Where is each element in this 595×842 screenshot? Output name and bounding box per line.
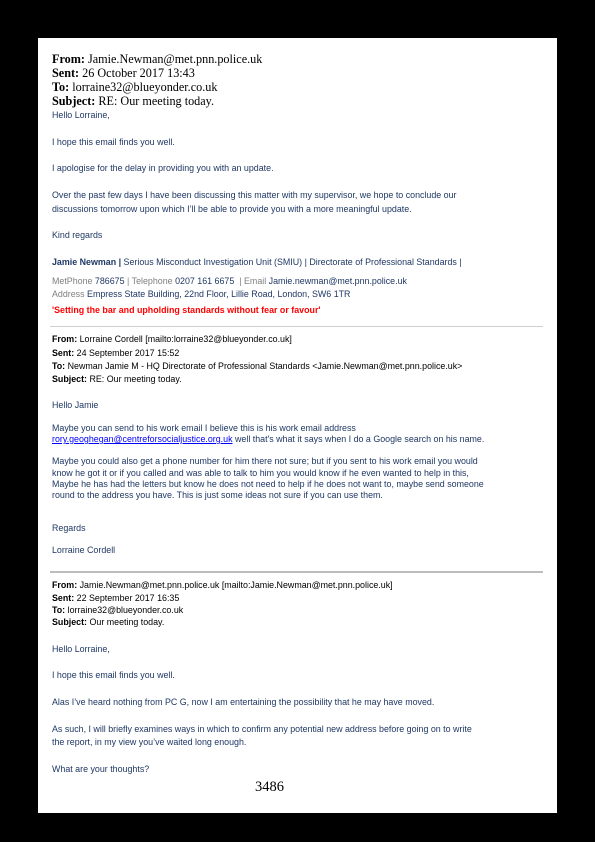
to-value: Newman Jamie M - HQ Directorate of Professional Standards <Jamie.Newman@met.pnn.police.uk>	[65, 361, 463, 371]
subject-label: Subject:	[52, 374, 88, 384]
email2-from-line	[52, 334, 292, 344]
to-value: lorraine32@blueyonder.co.uk	[65, 605, 184, 615]
email2-sent-line	[52, 348, 179, 358]
email2-name: Lorraine Cordell	[52, 545, 116, 555]
email1-para-2: I apologise for the delay in providing you with an update.	[52, 163, 274, 173]
email1-subject-line	[52, 94, 214, 109]
email1-para-3-line-2: discussions tomorrow upon which I’ll be able to provide you with a more meaningful update.	[52, 204, 412, 214]
from-value: Jamie.Newman@met.pnn.police.uk [mailto:Jamie.Newman@met.pnn.police.uk]	[77, 580, 393, 590]
email1-para-3-line-1: Over the past few days I have been discussing this matter with my supervisor, we hope to conclude our	[52, 190, 457, 200]
email3-subject-line	[52, 617, 164, 627]
email3-to-line	[52, 605, 183, 615]
email2-to-line	[52, 361, 462, 371]
from-value: Jamie.Newman@met.pnn.police.uk	[88, 52, 263, 66]
metphone-value: 786675	[92, 276, 125, 286]
email1-signoff: Kind regards	[52, 230, 103, 240]
email3-para-1: I hope this email finds you well.	[52, 670, 175, 680]
sent-label: Sent:	[52, 66, 80, 80]
email-value: Jamie.newman@met.pnn.police.uk	[266, 276, 407, 286]
subject-label: Subject:	[52, 94, 96, 108]
email2-para-2-line-3: Maybe he has had the letters but know he does not need to help if he does not want to, maybe send someone	[52, 479, 484, 489]
from-label: From:	[52, 580, 78, 590]
divider	[50, 326, 543, 327]
signature-address-line	[52, 289, 350, 299]
email3-para-2: Alas I’ve heard nothing from PC G, now I am entertaining the possibility that he may have moved.	[52, 697, 435, 707]
email3-para-4: What are your thoughts?	[52, 764, 150, 774]
email1-from-line	[52, 52, 262, 67]
address-label: Address	[52, 289, 85, 299]
email3-para-3-line-2: the report, in my view you’ve waited long enough.	[52, 737, 247, 747]
email1-sent-line	[52, 66, 195, 81]
signature-contact-line	[52, 276, 407, 286]
email3-para-3-line-1: As such, I will briefly examines ways in which to confirm any potential new address before going on to write	[52, 724, 472, 734]
subject-value: RE: Our meeting today.	[98, 94, 215, 108]
email1-greeting: Hello Lorraine,	[52, 110, 110, 120]
email-link[interactable]: rory.geoghegan@centreforsocialjustice.org.uk	[52, 434, 233, 444]
email2-signoff: Regards	[52, 523, 86, 533]
subject-value: RE: Our meeting today.	[87, 374, 182, 384]
telephone-label: | Telephone	[124, 276, 173, 286]
from-label: From:	[52, 334, 78, 344]
email1-para-1: I hope this email finds you well.	[52, 137, 175, 147]
email2-para-2-line-4: round to the address you have. This is just some ideas not sure if you can use them.	[52, 490, 383, 500]
telephone-value: 0207 161 6675	[172, 276, 235, 286]
email2-para-1-line-2	[52, 434, 484, 444]
from-value: Lorraine Cordell [mailto:lorraine32@blueyonder.co.uk]	[77, 334, 292, 344]
email3-greeting: Hello Lorraine,	[52, 644, 110, 654]
email2-para-2-line-2: know he got it or if you called and was able to talk to him you would know if he even wanted to help in this,	[52, 468, 469, 478]
email2-subject-line	[52, 374, 182, 384]
subject-label: Subject:	[52, 617, 88, 627]
signature-line-1	[52, 257, 462, 267]
email2-para-1-line-1: Maybe you can send to his work email I believe this is his work email address	[52, 423, 356, 433]
signature-name: Jamie Newman |	[52, 257, 122, 267]
to-label: To:	[52, 605, 66, 615]
sent-label: Sent:	[52, 593, 75, 603]
email2-para-1-rest: well that's what it says when I do a Google search on his name.	[232, 434, 485, 444]
from-label: From:	[52, 52, 85, 66]
to-value: lorraine32@blueyonder.co.uk	[72, 80, 218, 94]
signature-role: Serious Misconduct Investigation Unit (SMIU) | Directorate of Professional Standards |	[121, 257, 462, 267]
email-label: | Email	[234, 276, 267, 286]
address-value: Empress State Building, 22nd Floor, Lillie Road, London, SW6 1TR	[84, 289, 351, 299]
document-page	[38, 38, 557, 813]
email2-greeting: Hello Jamie	[52, 400, 99, 410]
email3-sent-line	[52, 593, 179, 603]
email2-para-2-line-1: Maybe you could also get a phone number for him there not sure; but if you sent to his work email you would	[52, 456, 478, 466]
sent-label: Sent:	[52, 348, 75, 358]
email1-to-line	[52, 80, 217, 95]
to-label: To:	[52, 80, 70, 94]
to-label: To:	[52, 361, 66, 371]
sent-value: 22 September 2017 16:35	[74, 593, 180, 603]
sent-value: 26 October 2017 13:43	[82, 66, 195, 80]
signature-motto: 'Setting the bar and upholding standards without fear or favour'	[52, 305, 321, 315]
subject-value: Our meeting today.	[87, 617, 165, 627]
divider	[50, 571, 543, 573]
sent-value: 24 September 2017 15:52	[74, 348, 180, 358]
metphone-label: MetPhone	[52, 276, 93, 286]
page-number: 3486	[255, 779, 284, 795]
email3-from-line	[52, 580, 393, 590]
